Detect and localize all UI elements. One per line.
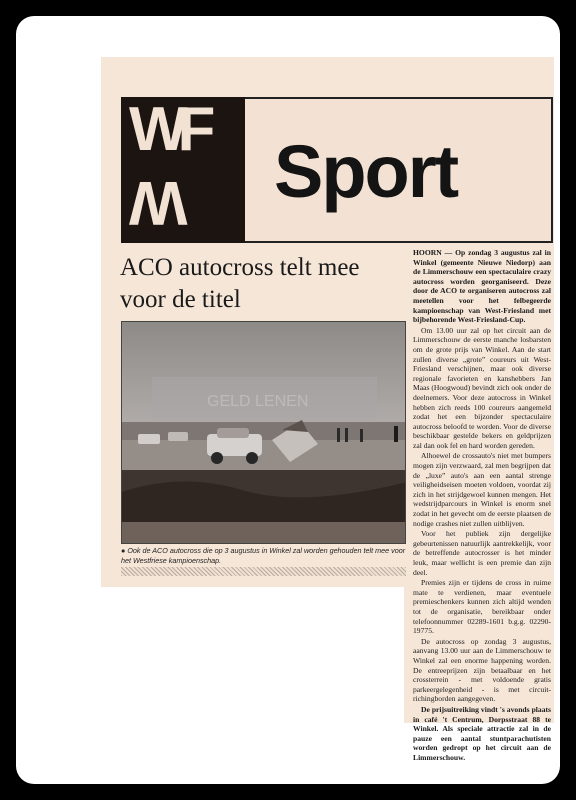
logo-bottom-letters: W (129, 168, 178, 237)
section-title: Sport (274, 130, 458, 213)
article-paragraph: Alhoewel de crossauto's niet met bumpers mogen zijn verzwaard, zal men begrijpen dat de „luxe” auto's aan een aantal strenge veiligheidseisen moeten voldoen, voordat zij zich in het strijdgewoel kunnen mengen. Het wedstrijdparcours in Winkel is enorm snel zodat in het gevecht om de eerste plaatsen de nodige crashes niet zullen uitblijven. (413, 451, 551, 528)
article-paragraph: De autocross op zondag 3 augustus, aanvang 13.00 uur aan de Limmerschouw te Winkel zal een enorme happening worden. De entreeprijzen zijn betaalbaar en het crossterrein - met voldoende gratis parkeergelegenheid - is met circuit-richingborden aangegeven. (413, 636, 551, 704)
autocross-photo (121, 321, 406, 544)
caption-text: Ook de ACO autocross die op 3 augustus in Winkel zal worden gehouden telt mee voor het Westfriese kampioenschap. (121, 546, 406, 565)
article-closing: De prijsuitreiking vindt 's avonds plaats in café 't Centrum, Dorpsstraat 88 te Winkel. Als speciale attractie zal in de pauze een aantal stuntparachutisten worden gedropt op het circuit aan de Limmerschouw. (413, 704, 551, 762)
wfw-logo (121, 97, 245, 243)
article-paragraph: Premies zijn er tijdens de cross in ruime mate te verdienen, maar eventuele premieschenkers kunnen zich altijd wenden tot de organisatie, bereikbaar onder telefoonnummer 02289-1601 b.g.g. 02290-19775. (413, 578, 551, 636)
article-lead: HOORN — Op zondag 3 augustus zal in Winkel (gemeente Nieuwe Niedorp) aan de Limmerschouw een spectaculaire crazy autocross worden georganiseerd. Deze door de ACO te organiseren autocross zal meetellen voor het felbegeerde kampioenschap van West-Friesland met bijbehorende West-Friesland-Cup. (413, 248, 551, 325)
hatched-rule (121, 567, 406, 576)
photo-scene (122, 322, 406, 544)
caption-bullet: ● (121, 546, 126, 555)
photo-caption (121, 546, 406, 566)
photo-sign-text: GELD LENEN (207, 393, 309, 410)
article-paragraph: Om 13.00 uur zal op het circuit aan de Limmerschouw de eerste manche losbarsten om de grote prijs van Winkel. Aan de start zullen diverse „grote” coureurs uit West-Friesland verschijnen, maar ook diverse regionale favorieten en kanshebbers Jan Maas (Hoogwoud) bevindt zich ook onder de deelnemers. Voor deze autocross in Winkel hebben zich reeds 100 coureurs aangemeld zodat het een bijzonder spectaculaire autocross beloofd te worden. Voor de diverse beschikbaar gestelde bekers en geldprijzen zal dan ook fel en hard worden gereden. (413, 325, 551, 450)
article-body (413, 248, 551, 763)
article-paragraph: Voor het publiek zijn dergelijke gebeurtenissen natuurlijk aantrekkelijk, voor de betreffende autocrosser is het minder leuk, maar wellicht is een premie dan zijn deel. (413, 529, 551, 577)
article-headline: ACO autocross telt mee voor de titel (120, 254, 360, 313)
logo-top-letters: WF (129, 95, 206, 164)
